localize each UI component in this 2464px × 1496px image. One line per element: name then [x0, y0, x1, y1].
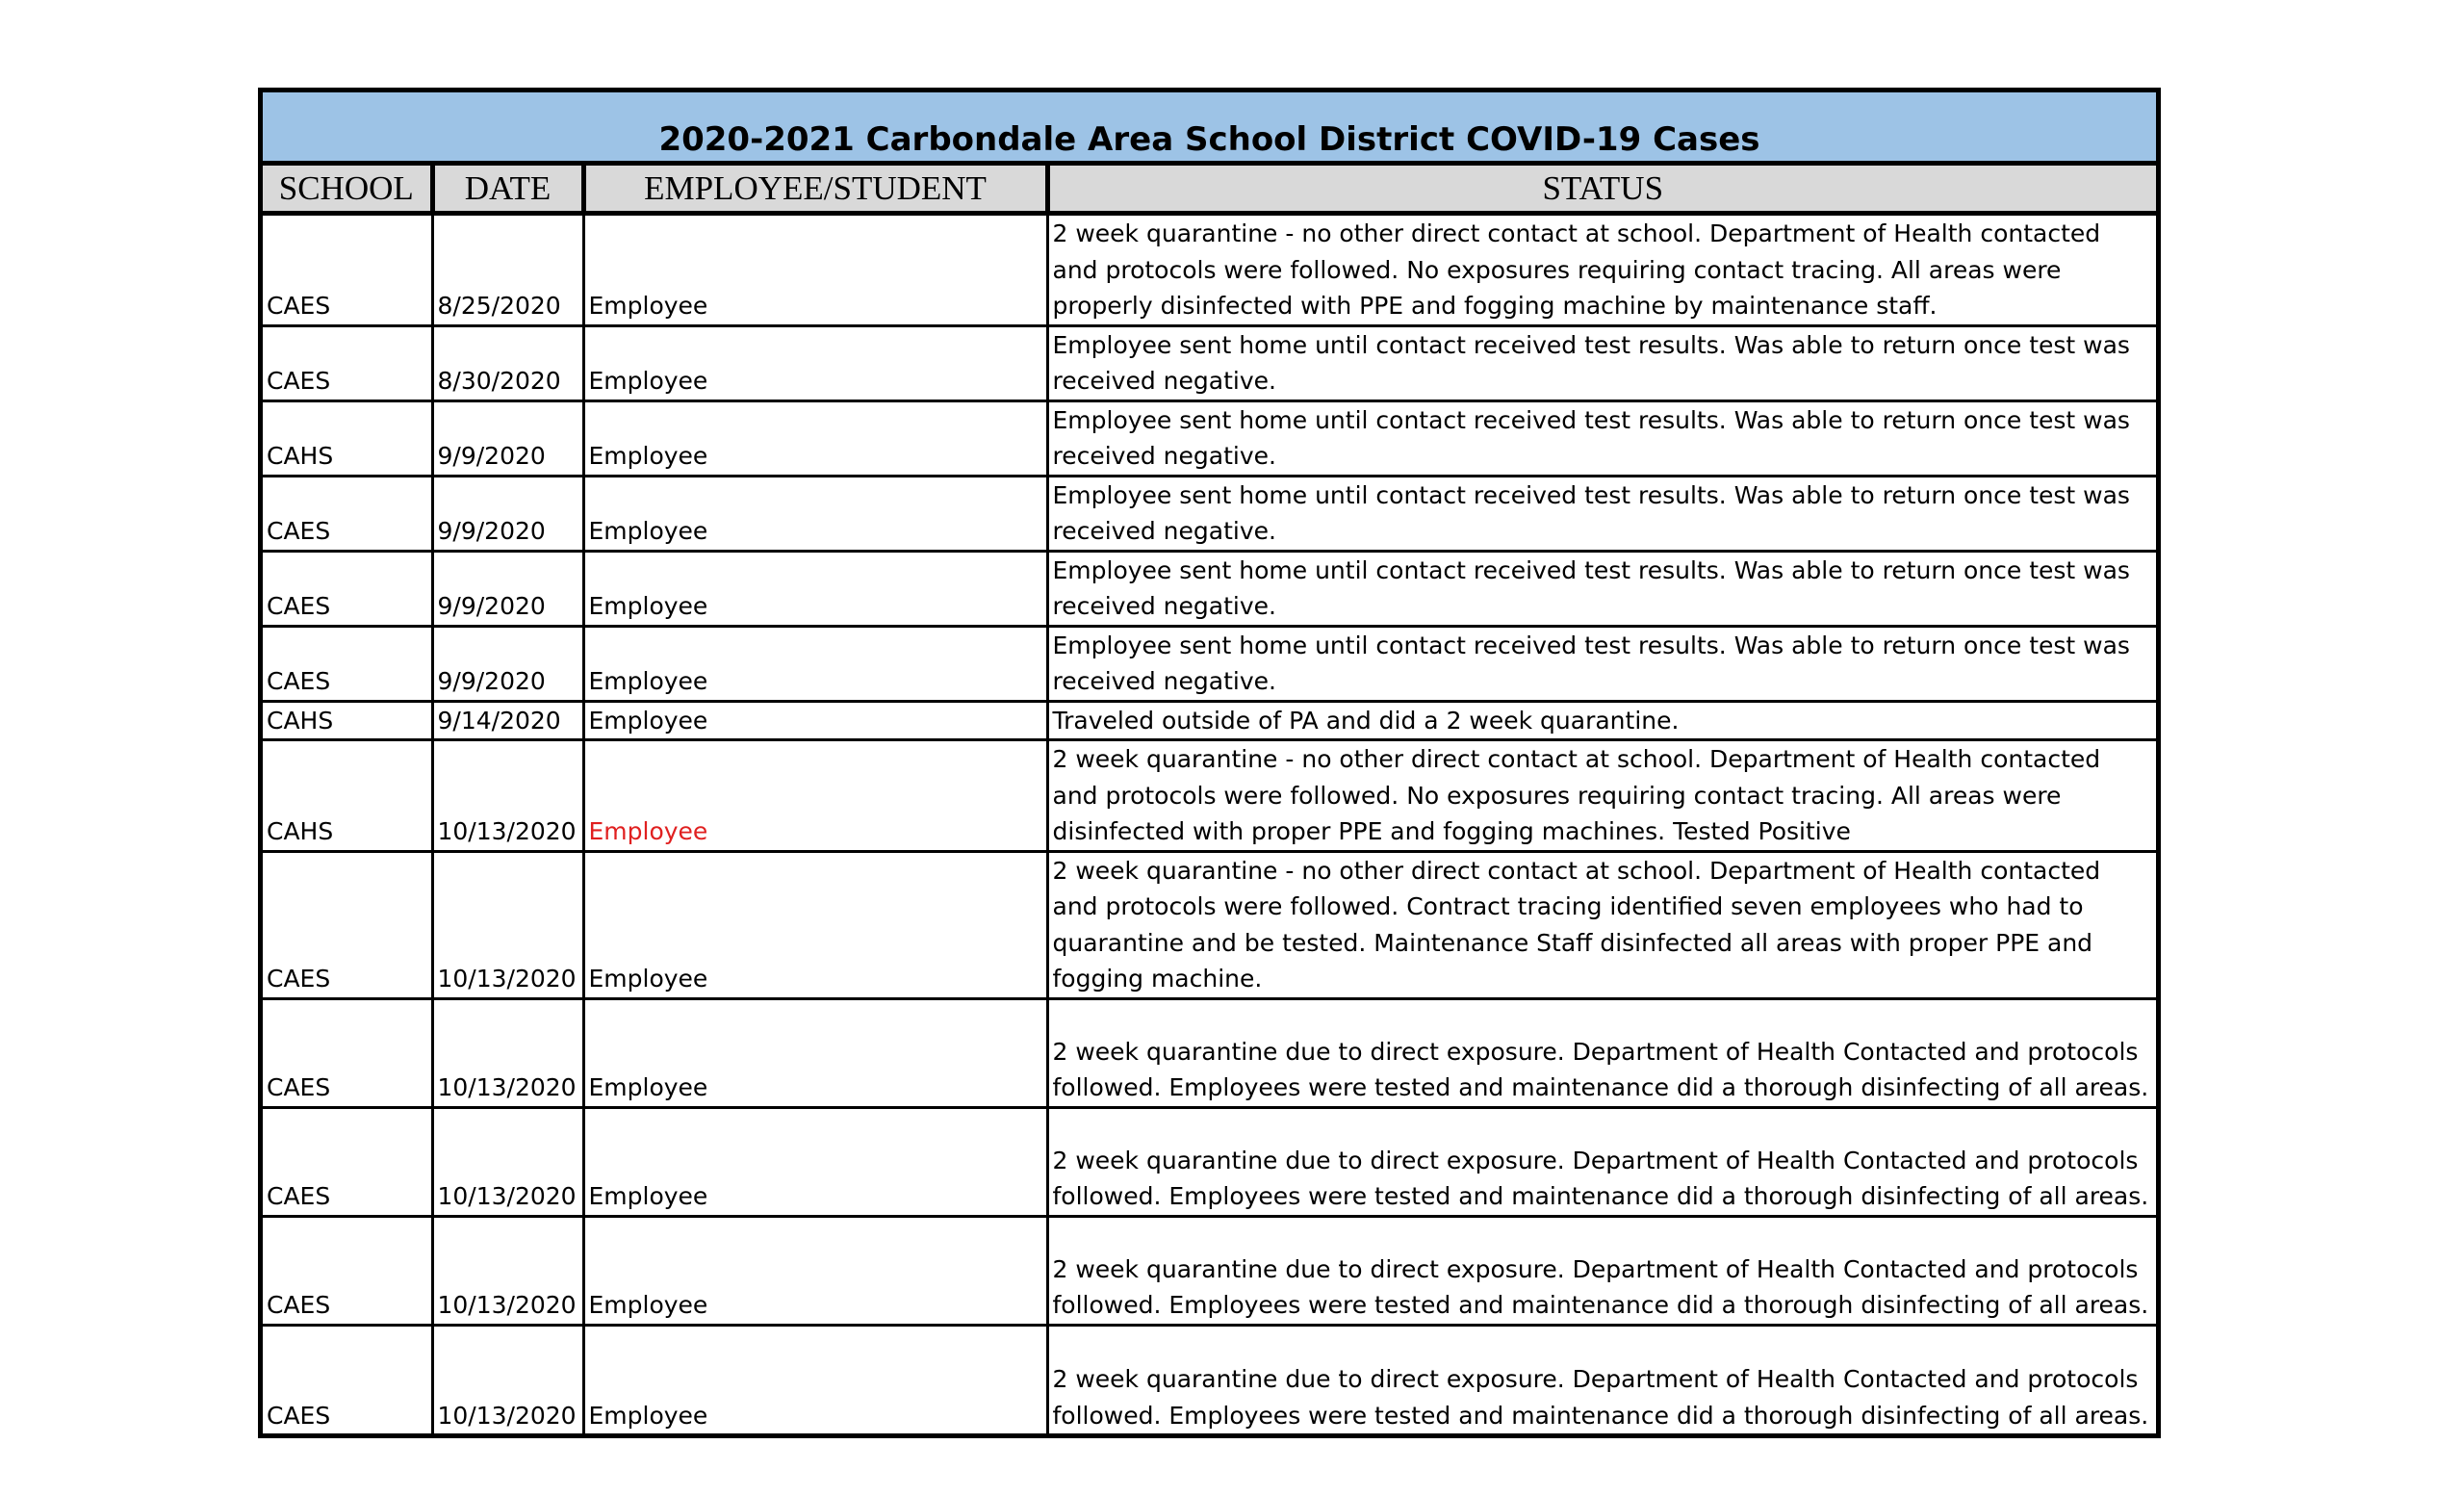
school-cell: CAES — [263, 551, 432, 626]
status-cell: Employee sent home until contact received test results. Was able to return once test was received negative. — [1047, 551, 2156, 626]
school-cell: CAES — [263, 626, 432, 701]
column-header-employee-student: EMPLOYEE/STUDENT — [583, 166, 1047, 214]
date-cell: 10/13/2020 — [432, 1107, 583, 1216]
date-cell: 8/30/2020 — [432, 325, 583, 400]
date-cell: 10/13/2020 — [432, 998, 583, 1107]
employee-student-cell: Employee — [583, 1107, 1047, 1216]
title-bar — [263, 92, 2156, 166]
table-row — [263, 1216, 2156, 1325]
table-header — [263, 166, 2156, 214]
status-cell: Employee sent home until contact received test results. Was able to return once test was received negative. — [1047, 400, 2156, 476]
school-cell: CAHS — [263, 400, 432, 476]
employee-student-cell: Employee — [583, 476, 1047, 551]
school-cell: CAES — [263, 1107, 432, 1216]
date-cell: 9/9/2020 — [432, 476, 583, 551]
school-cell: CAES — [263, 851, 432, 998]
status-cell: Traveled outside of PA and did a 2 week quarantine. — [1047, 701, 2156, 740]
column-header-status: STATUS — [1047, 166, 2156, 214]
table-row — [263, 998, 2156, 1107]
date-cell: 10/13/2020 — [432, 1216, 583, 1325]
employee-student-cell: Employee — [583, 1325, 1047, 1433]
date-cell: 8/25/2020 — [432, 214, 583, 326]
table-row — [263, 551, 2156, 626]
page-title: 2020-2021 Carbondale Area School District COVID-19 Cases — [658, 120, 1760, 159]
employee-student-cell-highlighted: Employee — [583, 740, 1047, 852]
school-cell: CAHS — [263, 701, 432, 740]
date-cell: 9/14/2020 — [432, 701, 583, 740]
table-row — [263, 740, 2156, 852]
status-cell: 2 week quarantine due to direct exposure. Department of Health Contacted and protocols followed. Employees were tested and maintenance did a thorough disinfecting of all areas. — [1047, 1107, 2156, 1216]
table-row — [263, 626, 2156, 701]
table-row — [263, 1107, 2156, 1216]
status-cell: Employee sent home until contact received test results. Was able to return once test was received negative. — [1047, 325, 2156, 400]
status-cell: 2 week quarantine - no other direct contact at school. Department of Health contacted and protocols were followed. No exposures requiring contact tracing. All areas were properly disinfected with PPE and fogging machine by maintenance staff. — [1047, 214, 2156, 326]
table-body — [263, 214, 2156, 1434]
status-cell: 2 week quarantine due to direct exposure. Department of Health Contacted and protocols followed. Employees were tested and maintenance did a thorough disinfecting of all areas. — [1047, 998, 2156, 1107]
employee-student-cell: Employee — [583, 1216, 1047, 1325]
status-cell: 2 week quarantine due to direct exposure. Department of Health Contacted and protocols followed. Employees were tested and maintenance did a thorough disinfecting of all areas. — [1047, 1216, 2156, 1325]
header-row — [263, 166, 2156, 214]
school-cell: CAES — [267, 292, 331, 320]
school-cell: CAES — [263, 325, 432, 400]
employee-student-cell: Employee — [583, 400, 1047, 476]
table-row — [263, 851, 2156, 998]
date-cell: 9/9/2020 — [432, 626, 583, 701]
date-cell: 9/9/2020 — [432, 400, 583, 476]
table-row — [263, 325, 2156, 400]
employee-student-cell: Employee — [583, 851, 1047, 998]
employee-student-cell: Employee — [583, 325, 1047, 400]
status-cell: 2 week quarantine - no other direct contact at school. Department of Health contacted and protocols were followed. No exposures requiring contact tracing. All areas were disinfected with proper PPE and fogging machines. Tested Positive — [1047, 740, 2156, 852]
status-cell: Employee sent home until contact received test results. Was able to return once test was received negative. — [1047, 476, 2156, 551]
table-row — [263, 701, 2156, 740]
employee-student-cell: Employee — [583, 998, 1047, 1107]
school-cell: CAES — [263, 476, 432, 551]
column-header-school: SCHOOL — [263, 166, 432, 214]
cases-table — [263, 166, 2156, 1433]
date-cell: 9/9/2020 — [432, 551, 583, 626]
school-cell: CAES — [263, 998, 432, 1107]
status-cell: Employee sent home until contact received test results. Was able to return once test was received negative. — [1047, 626, 2156, 701]
table-row — [263, 214, 2156, 326]
table-row — [263, 400, 2156, 476]
employee-student-cell: Employee — [583, 626, 1047, 701]
date-cell: 10/13/2020 — [432, 851, 583, 998]
table-row — [263, 476, 2156, 551]
date-cell: 10/13/2020 — [432, 1325, 583, 1433]
employee-student-cell: Employee — [583, 214, 1047, 326]
employee-student-cell: Employee — [583, 701, 1047, 740]
status-cell: 2 week quarantine - no other direct contact at school. Department of Health contacted and protocols were followed. Contract tracing identified seven employees who had to quarantine and be tested. Maintenance Staff disinfected all areas with proper PPE and fogging machine. — [1047, 851, 2156, 998]
school-cell: CAES — [263, 1325, 432, 1433]
employee-student-cell: Employee — [583, 551, 1047, 626]
status-cell: 2 week quarantine due to direct exposure. Department of Health Contacted and protocols followed. Employees were tested and maintenance did a thorough disinfecting of all areas. — [1047, 1325, 2156, 1433]
school-cell: CAES — [263, 1216, 432, 1325]
covid-cases-sheet — [258, 88, 2161, 1438]
table-row — [263, 1325, 2156, 1433]
date-cell: 10/13/2020 — [432, 740, 583, 852]
school-cell: CAHS — [263, 740, 432, 852]
column-header-date: DATE — [432, 166, 583, 214]
